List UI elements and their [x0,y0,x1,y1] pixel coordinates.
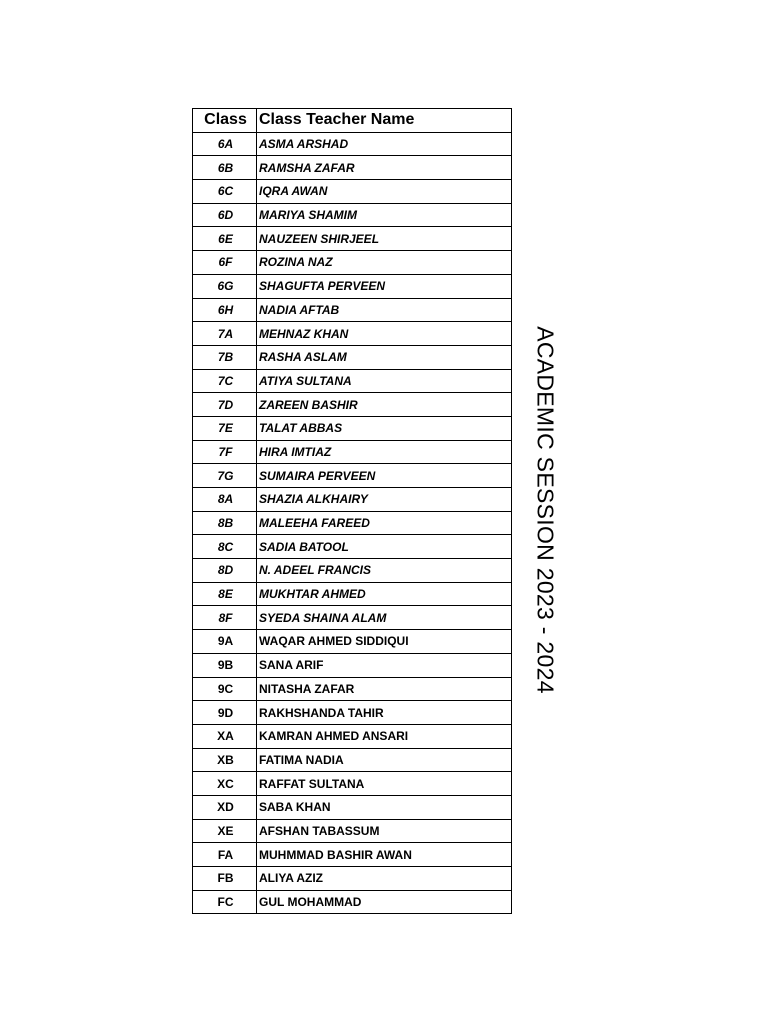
table-body [193,132,512,914]
class-cell: 7D [193,393,257,417]
class-cell: 6H [193,298,257,322]
table-row [193,724,512,748]
table-row [193,630,512,654]
table-row [193,251,512,275]
teacher-name-cell: RAMSHA ZAFAR [257,156,512,180]
teacher-name-cell: N. ADEEL FRANCIS [257,559,512,583]
teacher-name-cell: WAQAR AHMED SIDDIQUI [257,630,512,654]
teacher-name-cell: MALEEHA FAREED [257,511,512,535]
table-row [193,488,512,512]
teacher-name-cell: NITASHA ZAFAR [257,677,512,701]
class-cell: 8A [193,488,257,512]
teacher-name-cell: RAFFAT SULTANA [257,772,512,796]
table-row [193,867,512,891]
class-cell: 7F [193,440,257,464]
class-cell: 9B [193,653,257,677]
teacher-name-cell: RASHA ASLAM [257,345,512,369]
teacher-name-cell: ALIYA AZIZ [257,867,512,891]
table-row [193,559,512,583]
teacher-name-cell: MUHMMAD BASHIR AWAN [257,843,512,867]
class-cell: 8F [193,606,257,630]
class-cell: 9A [193,630,257,654]
teacher-name-cell: ASMA ARSHAD [257,132,512,156]
class-cell: 6E [193,227,257,251]
table-header-row [193,109,512,133]
class-cell: 9C [193,677,257,701]
teacher-name-cell: GUL MOHAMMAD [257,890,512,914]
header-teacher-name: Class Teacher Name [257,109,512,133]
class-cell: 6D [193,203,257,227]
class-cell: XE [193,819,257,843]
table-row [193,772,512,796]
class-cell: FC [193,890,257,914]
table-row [193,227,512,251]
table-row [193,582,512,606]
teacher-name-cell: SUMAIRA PERVEEN [257,464,512,488]
table-row [193,701,512,725]
teacher-name-cell: MEHNAZ KHAN [257,322,512,346]
teacher-name-cell: ATIYA SULTANA [257,369,512,393]
table-row [193,393,512,417]
class-cell: 7C [193,369,257,393]
table-row [193,653,512,677]
table-row [193,416,512,440]
teacher-name-cell: KAMRAN AHMED ANSARI [257,724,512,748]
teacher-name-cell: SHAZIA ALKHAIRY [257,488,512,512]
class-cell: XD [193,795,257,819]
class-cell: FA [193,843,257,867]
class-cell: 8C [193,535,257,559]
table-row [193,322,512,346]
class-cell: 8D [193,559,257,583]
teacher-name-cell: HIRA IMTIAZ [257,440,512,464]
teacher-name-cell: NAUZEEN SHIRJEEL [257,227,512,251]
class-cell: 8E [193,582,257,606]
header-class: Class [193,109,257,133]
table-row [193,464,512,488]
teacher-name-cell: SABA KHAN [257,795,512,819]
teacher-name-cell: SHAGUFTA PERVEEN [257,274,512,298]
table-row [193,511,512,535]
teacher-name-cell: SANA ARIF [257,653,512,677]
table-row [193,180,512,204]
teacher-name-cell: MUKHTAR AHMED [257,582,512,606]
class-cell: 6F [193,251,257,275]
teacher-name-cell: IQRA AWAN [257,180,512,204]
table-row [193,677,512,701]
table-row [193,203,512,227]
class-cell: 6A [193,132,257,156]
teacher-name-cell: NADIA AFTAB [257,298,512,322]
teacher-name-cell: ZAREEN BASHIR [257,393,512,417]
class-cell: 8B [193,511,257,535]
table-row [193,535,512,559]
table-row [193,274,512,298]
table-row [193,345,512,369]
teacher-name-cell: RAKHSHANDA TAHIR [257,701,512,725]
class-cell: 6B [193,156,257,180]
class-cell: 9D [193,701,257,725]
table-row [193,369,512,393]
class-cell: 7E [193,416,257,440]
session-title: ACADEMIC SESSION 2023 - 2024 [532,326,559,694]
teacher-name-cell: MARIYA SHAMIM [257,203,512,227]
teacher-name-cell: AFSHAN TABASSUM [257,819,512,843]
class-cell: 6G [193,274,257,298]
class-cell: FB [193,867,257,891]
table-row [193,819,512,843]
class-cell: XA [193,724,257,748]
table-row [193,890,512,914]
teacher-name-cell: SADIA BATOOL [257,535,512,559]
table-row [193,843,512,867]
table-row [193,606,512,630]
class-cell: 7G [193,464,257,488]
class-cell: XB [193,748,257,772]
teacher-name-cell: FATIMA NADIA [257,748,512,772]
table-row [193,132,512,156]
table-row [193,156,512,180]
class-cell: 6C [193,180,257,204]
class-teacher-table [192,108,512,914]
teacher-name-cell: SYEDA SHAINA ALAM [257,606,512,630]
table-row [193,748,512,772]
table-row [193,298,512,322]
teacher-name-cell: ROZINA NAZ [257,251,512,275]
table-row [193,795,512,819]
table-row [193,440,512,464]
teacher-name-cell: TALAT ABBAS [257,416,512,440]
class-cell: XC [193,772,257,796]
class-cell: 7A [193,322,257,346]
class-cell: 7B [193,345,257,369]
